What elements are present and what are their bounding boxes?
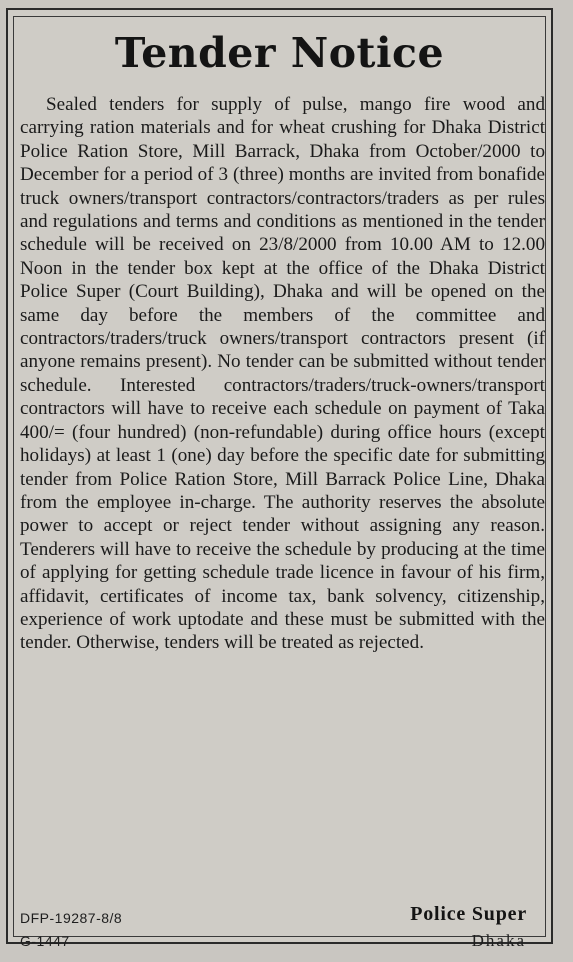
signatory-title: Police Super <box>410 903 527 925</box>
tender-notice <box>6 8 553 950</box>
signatory-place: Dhaka <box>471 931 526 950</box>
g-reference: G-1447 <box>20 933 70 949</box>
notice-title: Tender Notice <box>114 29 445 77</box>
notice-body: Sealed tenders for supply of pulse, mango fire wood and carrying ration materials and for wheat crushing for Dhaka District Police Ration Store, Mill Barrack, Dhaka from October/2000 to December for a period of 3 (three) months are invited from bonafide truck owners/transport contractors/contractors/traders as per rules and regulations and terms and conditions as mentioned in the tender schedule will be received on 23/8/2000 from 10.00 AM to 12.00 Noon in the tender box kept at the office of the Dhaka District Police Super (Court Building), Dhaka and will be opened on the same day before the members of the committee and contractors/traders/truck owners/transport contractors present (if anyone remains present). No tender can be submitted without tender schedule. Interested contractors/traders/truck-owners/transport contractors will have to receive each schedule on payment of Taka 400/= (four hundred) (non-refundable) during office hours (except holidays) at least 1 (one) day before the specific date for submitting tender from Police Ration Store, Mill Barrack Police Line, Dhaka from the employee in-charge. The authority reserves the absolute power to accept or reject tender without assigning any reason. Tenderers will have to receive the schedule by producing at the time of applying for getting schedule trade licence in favour of his firm, affidavit, certificates of income tax, bank solvency, citizenship, experience of work uptodate and these must be submitted with the tender. Otherwise, tenders will be treated as rejected. <box>20 94 545 654</box>
notice-inner-border <box>13 16 546 950</box>
dfp-reference: DFP-19287-8/8 <box>20 910 123 926</box>
